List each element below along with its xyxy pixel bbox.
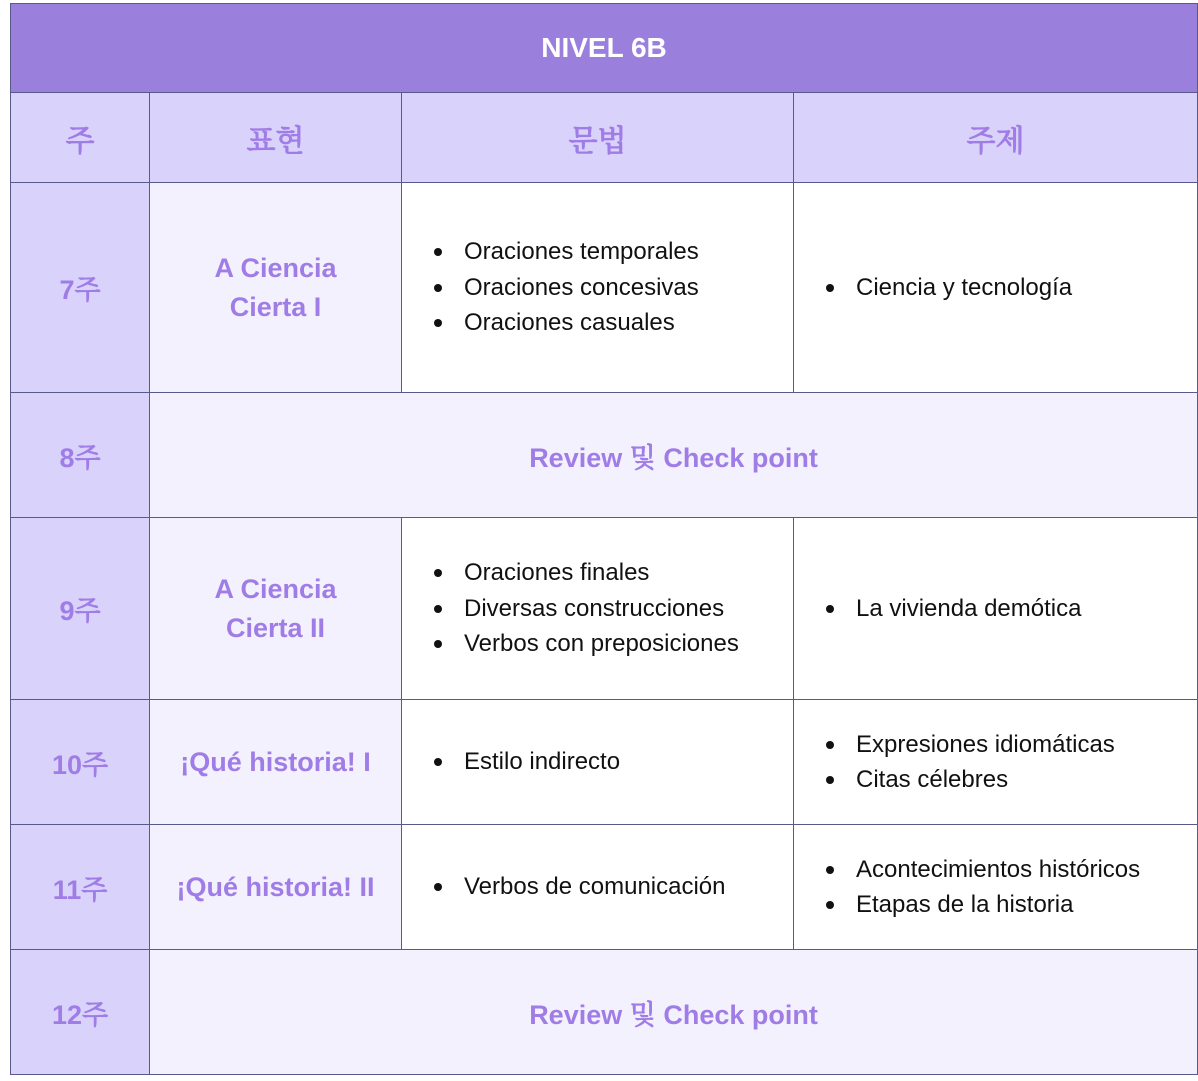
table-row xyxy=(11,700,1198,825)
grammar-cell xyxy=(402,825,794,950)
grammar-list xyxy=(402,555,793,662)
list-item: La vivienda demótica xyxy=(856,591,1197,627)
list-item: Estilo indirecto xyxy=(464,744,793,780)
topic-list xyxy=(794,852,1197,923)
header-week: 주 xyxy=(11,93,150,183)
list-item: Citas célebres xyxy=(856,762,1197,798)
week-cell: 11주 xyxy=(11,825,150,950)
grammar-list xyxy=(402,869,793,905)
table-row xyxy=(11,825,1198,950)
header-topic: 주제 xyxy=(794,93,1198,183)
list-item: Ciencia y tecnología xyxy=(856,270,1197,306)
expression-cell xyxy=(150,825,402,950)
title-row xyxy=(11,4,1198,93)
topic-cell xyxy=(794,518,1198,700)
week-cell: 9주 xyxy=(11,518,150,700)
expression-line: A Ciencia xyxy=(214,252,337,283)
list-item: Oraciones concesivas xyxy=(464,270,793,306)
list-item: Acontecimientos históricos xyxy=(856,852,1197,888)
table-row xyxy=(11,393,1198,518)
topic-list xyxy=(794,727,1197,798)
table-row xyxy=(11,518,1198,700)
table-title: NIVEL 6B xyxy=(11,4,1198,93)
expression-line: ¡Qué historia! II xyxy=(176,871,375,902)
list-item: Expresiones idiomáticas xyxy=(856,727,1197,763)
expression-cell xyxy=(150,518,402,700)
list-item: Diversas construcciones xyxy=(464,591,793,627)
expression-line: ¡Qué historia! I xyxy=(180,746,371,777)
review-cell: Review 및 Check point xyxy=(150,393,1198,518)
list-item: Oraciones finales xyxy=(464,555,793,591)
topic-list xyxy=(794,591,1197,627)
week-cell: 10주 xyxy=(11,700,150,825)
header-expression: 표현 xyxy=(150,93,402,183)
curriculum-table xyxy=(10,3,1198,1075)
list-item: Oraciones casuales xyxy=(464,305,793,341)
topic-cell xyxy=(794,183,1198,393)
topic-cell xyxy=(794,825,1198,950)
expression-line: Cierta II xyxy=(225,612,326,643)
list-item: Verbos con preposiciones xyxy=(464,626,793,662)
expression-line: A Ciencia xyxy=(214,573,337,604)
header-grammar: 문법 xyxy=(402,93,794,183)
grammar-cell xyxy=(402,518,794,700)
table-row xyxy=(11,950,1198,1075)
grammar-cell xyxy=(402,700,794,825)
header-row xyxy=(11,93,1198,183)
list-item: Etapas de la historia xyxy=(856,887,1197,923)
expression-cell xyxy=(150,183,402,393)
grammar-cell xyxy=(402,183,794,393)
week-cell: 12주 xyxy=(11,950,150,1075)
table-row xyxy=(11,183,1198,393)
review-cell: Review 및 Check point xyxy=(150,950,1198,1075)
week-cell: 7주 xyxy=(11,183,150,393)
grammar-list xyxy=(402,744,793,780)
list-item: Oraciones temporales xyxy=(464,234,793,270)
list-item: Verbos de comunicación xyxy=(464,869,793,905)
week-cell: 8주 xyxy=(11,393,150,518)
grammar-list xyxy=(402,234,793,341)
expression-line: Cierta I xyxy=(229,291,322,322)
topic-list xyxy=(794,270,1197,306)
topic-cell xyxy=(794,700,1198,825)
expression-cell xyxy=(150,700,402,825)
